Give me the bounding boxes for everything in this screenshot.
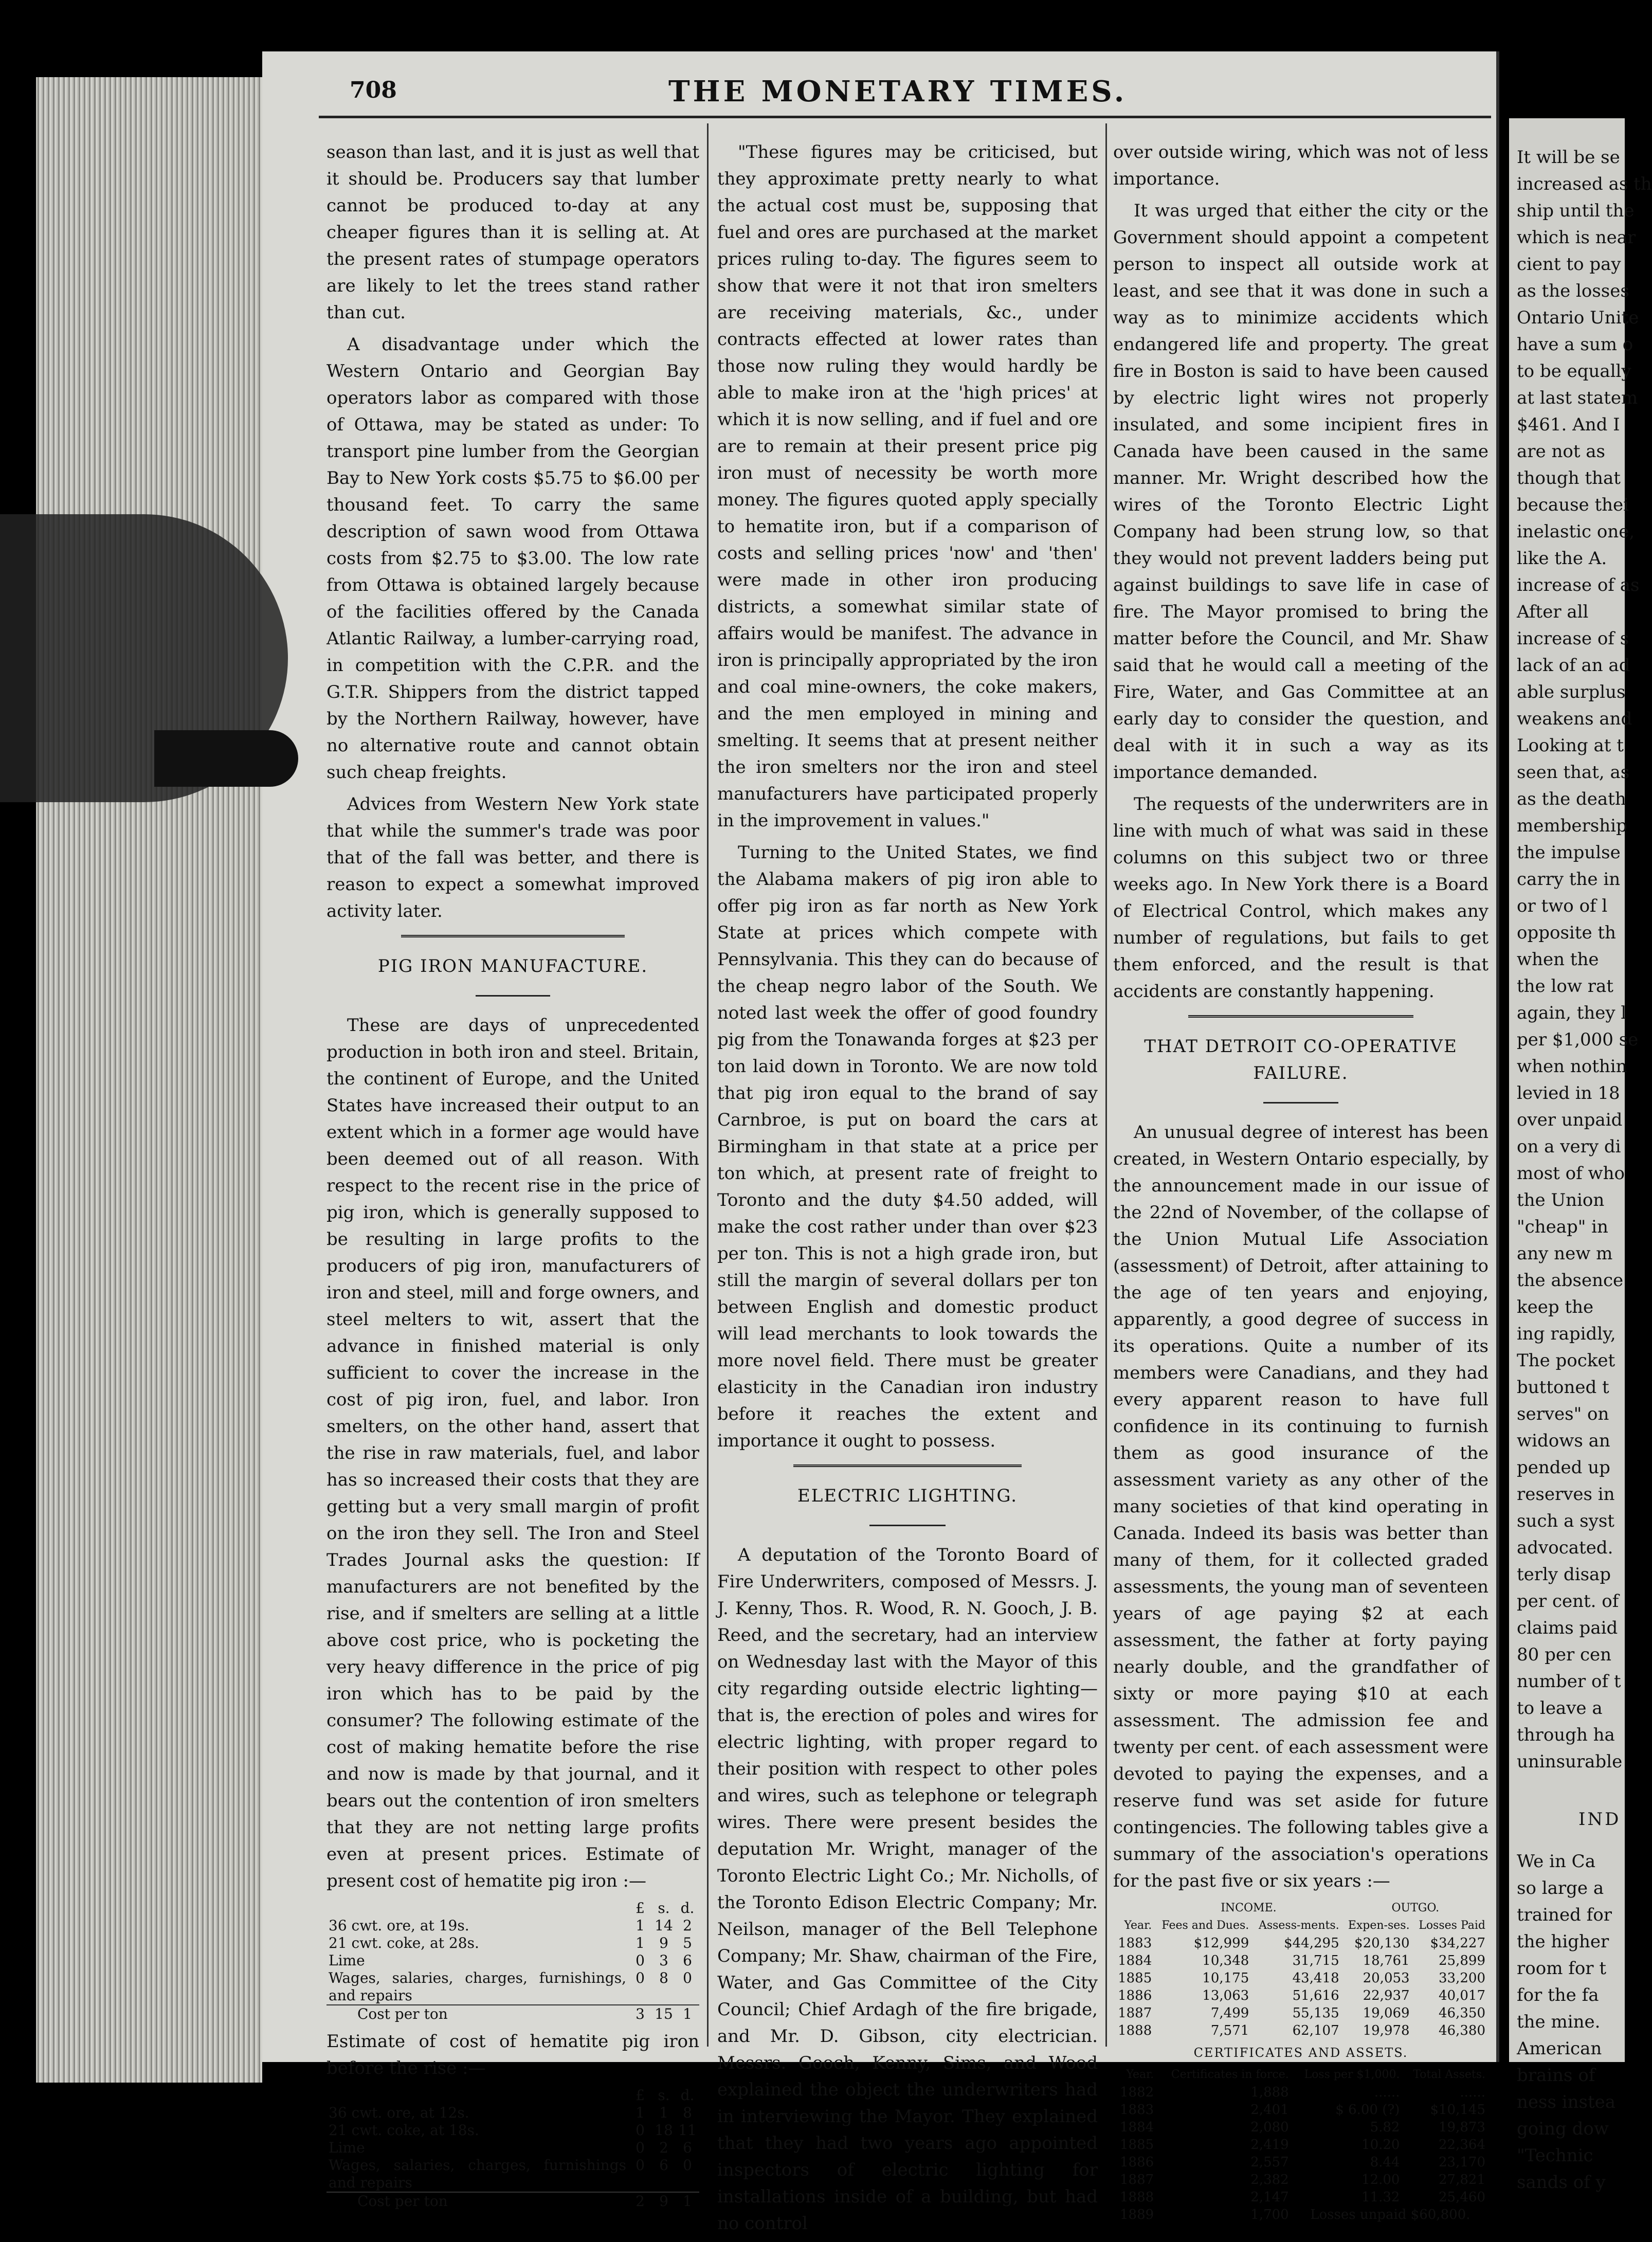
text-line: per $1,000 se: [1517, 1029, 1639, 1050]
text-line: "Technic: [1517, 2145, 1593, 2166]
table-row: [326, 2139, 699, 2157]
paragraph: It was urged that either the city or the Government should appoint a competent person to inspect all outside work at least, and see that it was done in such a way as to minimize accidents which endangered life and property. The great fire in Boston is said to have been caused by electric light wires not properly insulated, and some incipient fires in Canada have been caused in the same manner. Mr. Wright described how the wires of the Toronto Electric Light Company had been strung low, so that they would not prevent ladders being put against buildings to save life in case of fire. The Mayor promised to bring the matter before the Council, and Mr. Shaw said that he would call a meeting of the Fire, Water, and Gas Committee at an early day to consider the question, and deal with it in such a way as its importance demanded.: [1113, 201, 1488, 783]
year: 1884: [1118, 1953, 1152, 1968]
text-line: though that: [1517, 468, 1621, 489]
year: 1885: [1118, 1970, 1152, 1986]
shillings: 15: [655, 2005, 673, 2022]
table-row: [326, 1934, 699, 1952]
text-line: the low rat: [1517, 976, 1613, 997]
text-line: when nothin: [1517, 1056, 1627, 1077]
year: 1889: [1120, 2207, 1154, 2222]
article-column-1: [326, 139, 699, 2215]
pence: 0: [683, 1969, 692, 1986]
column-header: Losses Paid: [1419, 1919, 1485, 1932]
text-line: ing rapidly,: [1517, 1324, 1616, 1344]
text-line: Ontario Unite: [1517, 308, 1639, 328]
text-line: increase of as: [1517, 575, 1640, 595]
table-total-row: [326, 2005, 699, 2023]
losses: 40,017: [1439, 1988, 1485, 2003]
text-line: which is near: [1517, 227, 1636, 248]
table-row: [1113, 2101, 1488, 2119]
text-line: have a sum o: [1517, 334, 1633, 355]
text-line: at last statem: [1517, 388, 1638, 408]
shillings: 6: [659, 2157, 668, 2174]
cost-table-before: [326, 2087, 699, 2210]
text-line: to leave a: [1517, 1698, 1603, 1719]
text-line: per cent. of: [1517, 1591, 1619, 1612]
text-line: "cheap" in: [1517, 1217, 1608, 1237]
paragraph: "These figures may be criticised, but they approximate pretty nearly to what the actual cost must be, supposing that fuel and ores are purchased at the market prices ruling to-day. The figures seem to show that were it not that iron smelters are receiving materials, &c., under contracts effected at lower rates than those now ruling they would hardly be able to make iron at the 'high prices' at which it is now selling, and if fuel and ore are to remain at their present price pig iron must of necessity be worth more money. The figures quoted apply specially to hematite iron, but if a comparison of costs and selling prices 'now' and 'then' were made in other iron producing districts, a somewhat similar state of affairs would be manifest. The advance in iron is principally appropriated by the iron and coal mine-owners, the coke makers, and the men employed in mining and smelting. It seems that at present neither the iron smelters nor the iron and steel manufacturers have participated properly in the improvement in values.": [717, 142, 1098, 831]
paragraph: A deputation of the Toronto Board of Fire Underwriters, composed of Messrs. J. J. Kenny, Thos. R. Wood, R. N. Gooch, J. B. Reed, and the secretary, had an interview on Wednesday last with the Mayor of this city regarding outside electric lighting—that is, the erection of poles and wires for electric lighting, with proper regard to their position with respect to other poles and wires, such as telephone or telegraph wires. There were present besides the deputation Mr. Wright, manager of the Toronto Electric Light Co.; Mr. Nicholls, of the Toronto Edison Electric Company; Mr. Neilson, manager of the Bell Telephone Company; Mr. Shaw, chairman of the Fire, Water, and Gas Committee of the City Council; Chief Ardagh of the fire brigade, and Mr. D. Gibson, city electrician. Messrs. Gooch, Kenny, Sims, and Wood explained the object the underwriters had in interviewing the Mayor. They explained that they had two years ago appointed inspectors of electric lighting for installations inside of a building, but had no control: [717, 1545, 1098, 2234]
shillings: 9: [659, 1934, 668, 1951]
text-line: or two of l: [1517, 896, 1608, 916]
total-assets: $10,145: [1430, 2102, 1485, 2118]
book-page-edges: [36, 77, 262, 2083]
text-line: It will be se: [1517, 147, 1620, 168]
shillings: 14: [655, 1917, 673, 1934]
total-assets: 22,364: [1439, 2137, 1485, 2153]
table-row: [326, 1952, 699, 1969]
table-row: [1113, 2189, 1488, 2206]
text-line: After all: [1517, 602, 1589, 622]
masthead-title: THE MONETARY TIMES.: [668, 75, 1128, 109]
paragraph: season than last, and it is just as well that it should be. Producers say that lumber cannot be produced to-day at any cheaper figures than it is selling at. At the present rates of stumpage operators are likely to let the trees stand rather than cut.: [326, 142, 699, 323]
text-line: keep the: [1517, 1297, 1594, 1317]
table-row: [326, 2104, 699, 2122]
assessments: 51,616: [1292, 1988, 1339, 2003]
text-line: lack of an ad: [1517, 655, 1630, 676]
text-line: seen that, as: [1517, 762, 1630, 783]
fees: 13,063: [1202, 1988, 1249, 2003]
column-header: Fees and Dues.: [1161, 1919, 1249, 1932]
text-line: to be equally: [1517, 361, 1631, 382]
table-row: [1113, 2004, 1488, 2022]
certificates: 2,147: [1250, 2190, 1289, 2205]
fees: 7,499: [1210, 2005, 1249, 2021]
pounds: 0: [636, 2139, 645, 2156]
year: 1884: [1120, 2120, 1154, 2135]
total-assets: 27,821: [1439, 2172, 1485, 2187]
right-page-column: [1517, 144, 1652, 2196]
loss-per-1000: 11.32: [1361, 2190, 1400, 2205]
certificates-label: CERTIFICATES AND ASSETS.: [1193, 2046, 1408, 2060]
loss-per-1000: 12.00: [1361, 2172, 1400, 2187]
text-line: advocated.: [1517, 1538, 1613, 1558]
pounds: 0: [636, 2122, 645, 2139]
text-line: carry the in: [1517, 869, 1621, 890]
year: 1885: [1120, 2137, 1154, 2153]
column-header: Expen-ses.: [1348, 1919, 1410, 1932]
text-line: when the: [1517, 949, 1599, 970]
text-line: any new m: [1517, 1243, 1613, 1264]
certificates: 2,401: [1250, 2102, 1289, 2118]
text-line: membership: [1517, 816, 1627, 836]
year: 1883: [1118, 1936, 1152, 1951]
section-heading: ELECTRIC LIGHTING.: [797, 1486, 1018, 1506]
pounds: 1: [636, 2104, 645, 2121]
shillings: 8: [659, 1969, 668, 1986]
certificates: 2,080: [1250, 2120, 1289, 2135]
table-row: [1113, 2136, 1488, 2154]
pence: 1: [683, 2005, 692, 2022]
table-row: [1113, 2084, 1488, 2101]
text-line: sands of y: [1517, 2172, 1606, 2193]
year: 1882: [1120, 2085, 1154, 2100]
text-line: serves" on: [1517, 1404, 1609, 1424]
total-label: Cost per ton: [357, 2193, 448, 2210]
year: 1888: [1118, 2023, 1152, 2038]
text-line: like the A.: [1517, 548, 1607, 569]
section-heading: THAT DETROIT CO-OPERATIVE FAILURE.: [1144, 1036, 1458, 1083]
assessments: $44,295: [1284, 1936, 1339, 1951]
text-line: able surplus: [1517, 682, 1626, 702]
paragraph: The requests of the underwriters are in line with much of what was said in these columns on this subject two or three weeks ago. In New York there is a Board of Electrical Control, which makes any number of regulations, but fails to get them enforced, and the result is that accidents are constantly happening.: [1113, 794, 1488, 1002]
loss-per-1000: $ 6.00 (?): [1335, 2102, 1400, 2118]
text-line: going dow: [1517, 2119, 1609, 2139]
text-line: on a very di: [1517, 1136, 1621, 1157]
shilling-header: s.: [658, 1900, 670, 1916]
paragraph: These are days of unprecedented production in both iron and steel. Britain, the continent of Europe, and the United States have increased their output to an extent which in a former age would have been deemed out of all reason. With respect to the recent rise in the price of pig iron, which is generally supposed to be resulting in large profits to the producers of pig iron, manufacturers of iron and steel, mill and forge owners, and steel melters to wit, assert that the advance in finished material is only sufficient to cover the increase in the cost of pig iron, fuel, and labor. Iron smelters, on the other hand, assert that the rise in raw materials, fuel, and labor has so increased their costs that they are getting but a very small margin of profit on the iron they sell. The Iron and Steel Trades Journal asks the question: If manufacturers are not benefited by the rise, and if smelters are selling at a little above cost price, who is pocketing the very heavy difference in the price of pig iron which has to be paid by the consumer? The following estimate of the cost of making hematite before the rise and now is made by that journal, and it bears out the contention of iron smelters that they are not netting large profits even at present prices. Estimate of present cost of hematite pig iron :—: [326, 1015, 699, 1891]
column-header: Year.: [1124, 1919, 1152, 1932]
text-line: increase of s: [1517, 628, 1629, 649]
pounds: 1: [636, 1934, 645, 1951]
text-line: the mine.: [1517, 2012, 1601, 2032]
text-line: are not as: [1517, 441, 1606, 462]
item-label: 36 cwt. ore, at 19s.: [329, 1917, 469, 1934]
text-line: uninsurable: [1517, 1751, 1623, 1772]
text-line: American: [1517, 2038, 1602, 2059]
item-label: Lime: [329, 1952, 365, 1969]
year: 1886: [1118, 1988, 1152, 2003]
text-line: over unpaid: [1517, 1110, 1623, 1130]
losses-unpaid: Losses unpaid $60,800.: [1310, 2207, 1471, 2222]
item-label: Wages, salaries, charges, furnishings, and repairs: [329, 1969, 626, 2004]
assessments: 43,418: [1292, 1970, 1339, 1986]
text-line: The pocket: [1517, 1350, 1615, 1371]
pence: 2: [683, 1917, 692, 1934]
shilling-header: s.: [658, 2087, 670, 2104]
text-line: ness instea: [1517, 2092, 1615, 2112]
table-row: [326, 1917, 699, 1934]
text-line: most of who: [1517, 1163, 1625, 1184]
text-line: because thei: [1517, 495, 1629, 515]
table-row: [1113, 1969, 1488, 1987]
text-line: reserves in: [1517, 1484, 1615, 1505]
paragraph: Estimate of cost of hematite pig iron before the rise :—: [326, 2031, 699, 2078]
pounds: 0: [636, 1952, 645, 1969]
text-line: ship until the: [1517, 201, 1635, 221]
expenses: 19,069: [1363, 2005, 1410, 2021]
section-divider: [1188, 1015, 1413, 1018]
text-line: terly disap: [1517, 1564, 1611, 1585]
text-line: as the losses: [1517, 281, 1629, 301]
section-heading: IND: [1578, 1809, 1621, 1830]
paragraph: A disadvantage under which the Western Ontario and Georgian Bay operators labor as compared with those of Ottawa, may be stated as under: To transport pine lumber from the Georgian Bay to New York costs $5.75 to $6.00 per thousand feet. To carry the same description of sawn wood from Ottawa costs from $2.75 to $3.00. The low rate from Ottawa is obtained largely because of the facilities offered by the Canada Atlantic Railway, a lumber-carrying road, in competition with the C.P.R. and the G.T.R. Shippers from the district tapped by the Northern Railway, however, have no alternative route and cannot obtain such cheap freights.: [326, 334, 699, 783]
paragraph: Turning to the United States, we find the Alabama makers of pig iron able to offer pig iron as far north as New York State at prices which compete with Pennsylvania. This they can do because of the cheap negro labor of the South. We noted last week the offer of good foundry pig from the Tonawanda forges at $23 per ton laid down in Toronto. We are now told that pig iron equal to the brand of say Carnbroe, is put on board the cars at Birmingham in that state at a price per ton which, at present rate of freight to Toronto and the duty $4.50 added, will make the cost rather under than over $23 per ton. This is not a high grade iron, but still the margin of several dollars per ton between English and domestic product will lead merchants to look towards the more novel field. There must be greater elasticity in the Canadian iron industry before it reaches the extent and importance it ought to possess.: [717, 842, 1098, 1451]
text-line: cient to pay: [1517, 254, 1621, 275]
pounds: 3: [636, 2005, 645, 2022]
text-line: We in Ca: [1517, 1851, 1595, 1872]
year: 1886: [1120, 2155, 1154, 2170]
table-row: [1113, 1934, 1488, 1952]
income-outgo-table: [1113, 1900, 1488, 2039]
text-line: number of t: [1517, 1671, 1621, 1692]
certificates: 1,888: [1250, 2085, 1289, 2100]
losses: 46,350: [1439, 2005, 1485, 2021]
pence-header: d.: [680, 1900, 695, 1916]
text-line: 80 per cen: [1517, 1644, 1612, 1665]
expenses: $20,130: [1354, 1936, 1410, 1951]
text-line: widows an: [1517, 1431, 1610, 1451]
column-separator: [1105, 123, 1107, 2047]
total-assets: 25,460: [1439, 2190, 1485, 2205]
table-row: [326, 1969, 699, 2005]
fees: $12,999: [1193, 1936, 1249, 1951]
section-divider: [793, 1464, 1022, 1467]
fees: 10,175: [1202, 1970, 1249, 1986]
year: 1883: [1120, 2102, 1154, 2118]
paragraph: over outside wiring, which was not of less importance.: [1113, 142, 1488, 189]
header-rule: [319, 116, 1491, 118]
year: 1887: [1118, 2005, 1152, 2021]
loss-per-1000: 8.44: [1370, 2155, 1400, 2170]
heading-rule: [869, 1525, 946, 1526]
text-line: as the death: [1517, 789, 1626, 809]
text-line: the higher: [1517, 1931, 1609, 1952]
pence: 0: [683, 2157, 692, 2174]
total-assets: 23,170: [1439, 2155, 1485, 2170]
pence: 1: [683, 2193, 692, 2210]
table-row: [1113, 2154, 1488, 2171]
table-row: [1113, 2022, 1488, 2039]
table-row: [326, 2157, 699, 2192]
cost-table-present: [326, 1900, 699, 2023]
pounds: 0: [636, 2157, 645, 2174]
page-clip: [154, 730, 298, 787]
text-line: such a syst: [1517, 1511, 1614, 1531]
table-row: [1113, 2171, 1488, 2189]
certificates: 2,382: [1250, 2172, 1289, 2187]
total-label: Cost per ton: [357, 2005, 448, 2022]
year: 1887: [1120, 2172, 1154, 2187]
pence: 6: [683, 2139, 692, 2156]
shillings: 18: [655, 2122, 673, 2139]
column-header: Assess-ments.: [1258, 1919, 1339, 1932]
text-line: the impulse: [1517, 842, 1621, 863]
shillings: 1: [659, 2104, 668, 2121]
losses: 33,200: [1439, 1970, 1485, 1986]
expenses: 22,937: [1363, 1988, 1410, 2003]
article-column-3: [1113, 139, 1488, 2223]
text-line: increased as th: [1517, 174, 1652, 194]
table-row: [1113, 2206, 1488, 2223]
total-assets: ......: [1460, 2085, 1485, 2100]
paragraph: An unusual degree of interest has been created, in Western Ontario especially, by the announcement made in our issue of the 22nd of November, of the collapse of the Union Mutual Life Association (assessment) of Detroit, after attaining to the age of ten years and enjoying, apparently, a good degree of success in its operations. Quite a number of its members were Canadians, and they had every apparent reason to have full confidence in its continuing to furnish them as good insurance of the assessment variety as any other of the many societies of that kind operating in Canada. Indeed its basis was better than many of them, for it collected graded assessments, the young man of seventeen years of age paying $2 at each assessment, the father at forty paying nearly double, and the grandfather of sixty or more paying $10 at each assessment. The admission fee and twenty per cent. of each assessment were devoted to paying the expenses, and a reserve fund was set aside for future contingencies. The following tables give a summary of the association's operations for the past five or six years :—: [1113, 1122, 1488, 1891]
text-line: through ha: [1517, 1725, 1615, 1745]
assessments: 55,135: [1292, 2005, 1339, 2021]
text-line: trained for: [1517, 1905, 1612, 1925]
text-line: $461. And I: [1517, 414, 1620, 435]
section-divider: [401, 935, 625, 937]
expenses: 20,053: [1363, 1970, 1410, 1986]
pounds: 2: [636, 2193, 645, 2210]
item-label: Lime: [329, 2139, 365, 2156]
column-header: Total Assets.: [1413, 2068, 1485, 2081]
pound-header: £: [636, 1900, 645, 1916]
table-row: [1113, 2119, 1488, 2136]
losses: 25,899: [1439, 1953, 1485, 1968]
item-label: 21 cwt. coke, at 18s.: [329, 2122, 479, 2139]
table-row: [326, 2122, 699, 2139]
section-heading: PIG IRON MANUFACTURE.: [377, 956, 648, 977]
text-line: the absence: [1517, 1270, 1624, 1291]
text-line: weakens and: [1517, 709, 1632, 729]
losses: 46,380: [1439, 2023, 1485, 2038]
assessments: 31,715: [1292, 1953, 1339, 1968]
heading-rule: [476, 995, 550, 997]
pounds: 1: [636, 1917, 645, 1934]
loss-per-1000: ......: [1374, 2085, 1400, 2100]
text-line: so large a: [1517, 1878, 1604, 1899]
text-line: room for t: [1517, 1958, 1607, 1979]
heading-rule: [1263, 1102, 1338, 1104]
certificates: 1,700: [1250, 2207, 1289, 2222]
losses: $34,227: [1430, 1936, 1485, 1951]
assessments: 62,107: [1292, 2023, 1339, 2038]
paragraph: Advices from Western New York state that while the summer's trade was poor that of the fall was better, and there is reason to expect a somewhat improved activity later.: [326, 794, 699, 921]
page-number: 708: [350, 77, 397, 103]
pence: 5: [683, 1934, 692, 1951]
shillings: 9: [659, 2193, 668, 2210]
outgo-label: OUTGO.: [1391, 1902, 1440, 1914]
text-line: again, they l: [1517, 1003, 1627, 1023]
text-line: brains of: [1517, 2065, 1595, 2086]
certificates: 2,419: [1250, 2137, 1289, 2153]
certificates-table: [1113, 2066, 1488, 2223]
text-line: inelastic one,: [1517, 521, 1635, 542]
column-header: Loss per $1,000.: [1304, 2068, 1400, 2081]
expenses: 18,761: [1363, 1953, 1410, 1968]
total-assets: 19,873: [1439, 2120, 1485, 2135]
column-separator: [707, 123, 709, 2047]
column-header: Certificates in force.: [1171, 2068, 1289, 2081]
pence: 11: [678, 2122, 697, 2139]
table-row: [1113, 1987, 1488, 2004]
text-line: pended up: [1517, 1457, 1610, 1478]
item-label: 21 cwt. coke, at 28s.: [329, 1934, 479, 1951]
loss-per-1000: 5.82: [1370, 2120, 1400, 2135]
pound-header: £: [636, 2087, 645, 2104]
text-line: opposite th: [1517, 923, 1616, 943]
year: 1888: [1120, 2190, 1154, 2205]
fees: 7,571: [1210, 2023, 1249, 2038]
income-label: INCOME.: [1221, 1902, 1277, 1914]
text-line: for the fa: [1517, 1985, 1599, 2005]
text-line: levied in 18: [1517, 1083, 1620, 1104]
table-total-row: [326, 2192, 699, 2210]
item-label: Wages, salaries, charges, furnishings and repairs: [329, 2157, 626, 2191]
text-line: Looking at t: [1517, 735, 1624, 756]
expenses: 19,978: [1363, 2023, 1410, 2038]
shillings: 2: [659, 2139, 668, 2156]
column-header: Year.: [1126, 2068, 1154, 2081]
article-column-2: [717, 139, 1098, 2242]
table-row: [1113, 1952, 1488, 1969]
text-line: claims paid: [1517, 1618, 1618, 1638]
certificates: 2,557: [1250, 2155, 1289, 2170]
fees: 10,348: [1202, 1953, 1249, 1968]
text-line: the Union: [1517, 1190, 1605, 1210]
pence-header: d.: [680, 2087, 695, 2104]
pence: 6: [683, 1952, 692, 1969]
pence: 8: [683, 2104, 692, 2121]
shillings: 3: [659, 1952, 668, 1969]
loss-per-1000: 10.20: [1361, 2137, 1400, 2153]
item-label: 36 cwt. ore, at 12s.: [329, 2104, 469, 2121]
text-line: buttoned t: [1517, 1377, 1609, 1398]
pounds: 0: [636, 1969, 645, 1986]
